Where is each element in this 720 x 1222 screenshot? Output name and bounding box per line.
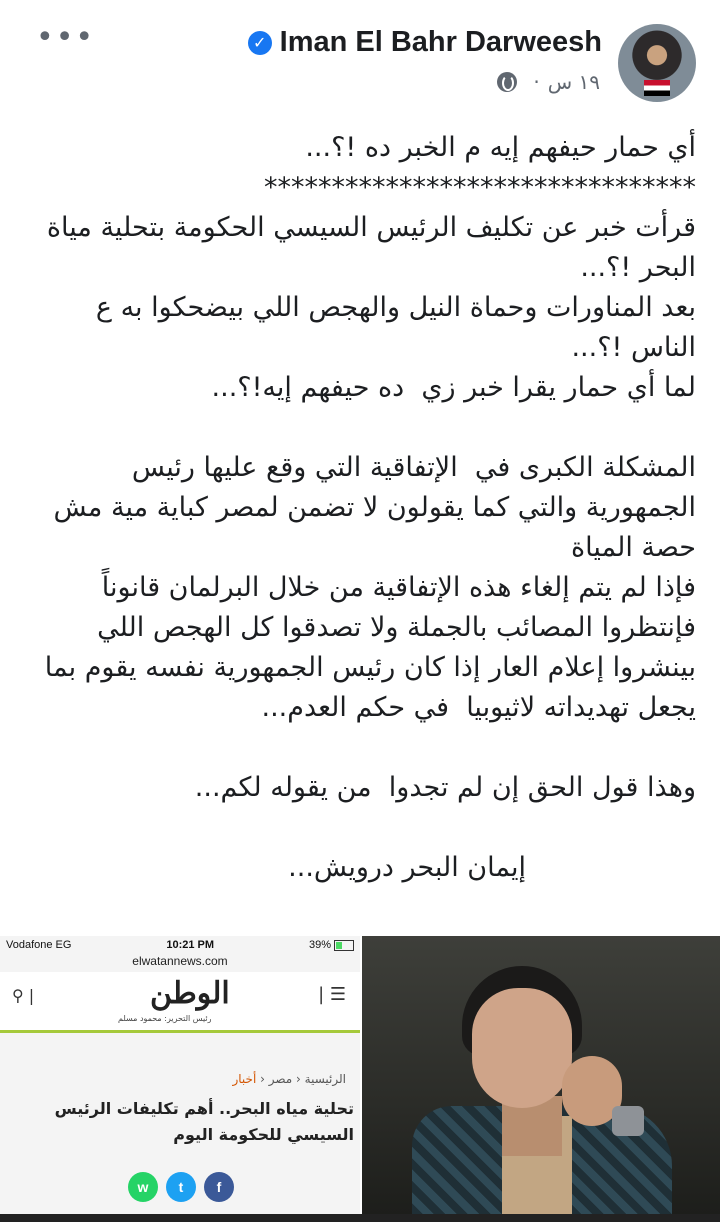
avatar[interactable] <box>618 24 696 102</box>
whatsapp-icon: w <box>128 1172 158 1202</box>
carrier-label: Vodafone EG <box>6 939 72 951</box>
portrait-photo[interactable] <box>362 936 720 1214</box>
facebook-icon: f <box>204 1172 234 1202</box>
site-editor-line: رئيس التحرير: محمود مسلم <box>118 1014 212 1023</box>
phone-status-bar <box>0 936 360 954</box>
post-signature: إيمان البحر درويش... <box>288 852 526 883</box>
watch-icon <box>612 1106 644 1136</box>
clock-label: 10:21 PM <box>166 939 215 951</box>
more-options-button[interactable]: ••• <box>36 20 96 55</box>
battery-status: 39% <box>309 939 354 951</box>
post-time[interactable]: ١٩ س <box>547 70 600 94</box>
post-line: لما أي حمار يقرا خبر زي ده حيفهم إيه!؟... <box>211 372 696 403</box>
author-row <box>248 26 602 59</box>
site-logo: الوطن <box>150 976 230 1011</box>
egypt-flag-icon <box>644 80 670 96</box>
post-line: فإذا لم يتم إلغاء هذه الإتفاقية من خلال البرلمان قانوناً فإنتظروا المصائب بالجملة ولا تصدقوا كل الهجص اللي بينشروا إعلام العار إذا كان رئيس الجمهورية نفسه يقوم بما يجعل تهديداته لاثيوبيا في حكم العدم... <box>36 572 696 723</box>
post-line: أي حمار حيفهم إيه م الخبر ده !؟... <box>305 132 696 163</box>
news-headline: تحلية مياه البحر.. أهم تكليفات الرئيس السيسي للحكومة اليوم <box>54 1099 354 1144</box>
post-meta <box>497 70 600 94</box>
breadcrumb: الرئيسية ‹ مصر ‹ أخبار <box>232 1072 346 1086</box>
twitter-icon: t <box>166 1172 196 1202</box>
share-buttons <box>128 1172 242 1202</box>
post-line: وهذا قول الحق إن لم تجدوا من يقوله لكم... <box>194 772 696 803</box>
verified-badge-icon: ✓ <box>248 31 272 55</box>
site-header <box>0 972 360 1033</box>
post-line: المشكلة الكبرى في الإتفاقية التي وقع عليها رئيس الجمهورية والتي كما يقولون لا تضمن لمصر كباية مية مش حصة المياة <box>44 452 696 563</box>
bottom-divider <box>0 1214 720 1222</box>
globe-icon[interactable] <box>497 72 517 92</box>
news-screenshot[interactable] <box>0 936 360 1214</box>
post-media[interactable] <box>0 936 720 1222</box>
author-name[interactable]: Iman El Bahr Darweesh <box>279 26 602 58</box>
post-line: قرأت خبر عن تكليف الرئيس السيسي الحكومة بتحلية مياة البحر !؟... <box>38 212 696 283</box>
menu-icon: | ☰ <box>318 984 346 1005</box>
search-icon: ⚲ | <box>12 986 35 1005</box>
meta-separator: · <box>533 70 540 94</box>
battery-icon <box>334 940 354 951</box>
browser-url: elwatannews.com <box>132 954 228 968</box>
photo-face <box>472 988 572 1108</box>
post-text <box>28 128 696 888</box>
post-line: بعد المناورات وحماة النيل والهجص اللي بيضحكوا به ع الناس !؟... <box>87 292 696 363</box>
post-separator: ******************************** <box>264 172 696 203</box>
